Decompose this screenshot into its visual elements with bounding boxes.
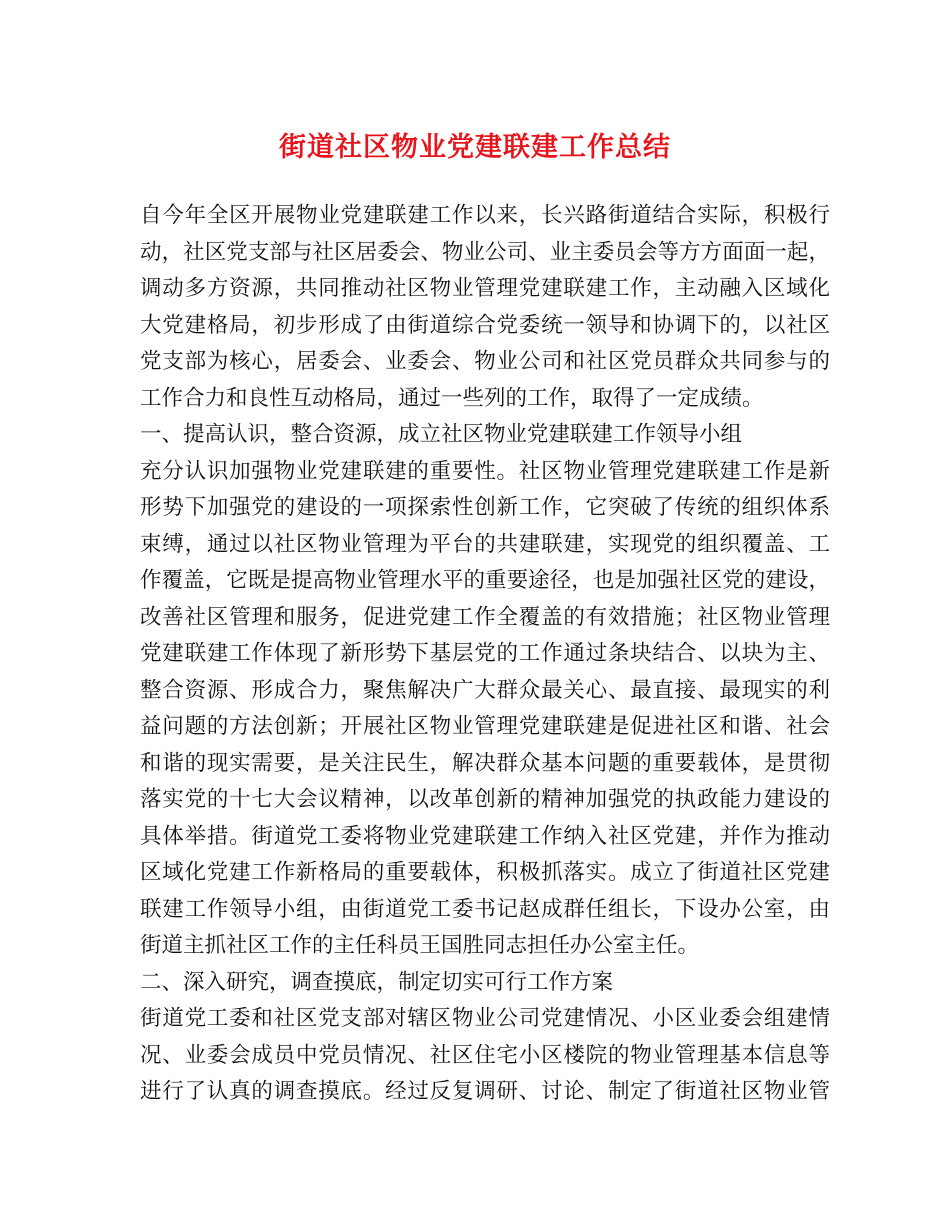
text-line: 街道党工委和社区党支部对辖区物业公司党建情况、小区业委会组建情 [140, 1006, 830, 1031]
text-line: 改善社区管理和服务，促进党建工作全覆盖的有效措施；社区物业管理 [140, 604, 830, 630]
text-line: 调动多方资源，共同推动社区物业管理党建联建工作，主动融入区域化 [140, 276, 830, 301]
text-line: 作覆盖，它既是提高物业管理水平的重要途径，也是加强社区党的建设， [140, 568, 830, 593]
text-line: 党支部为核心，居委会、业委会、物业公司和社区党员群众共同参与的 [140, 349, 830, 374]
text-line: 束缚，通过以社区物业管理为平台的共建联建，实现党的组织覆盖、工 [140, 531, 830, 557]
document-title: 街道社区物业党建联建工作总结 [279, 132, 671, 163]
text-line: 街道主抓社区工作的主任科员王国胜同志担任办公室主任。 [140, 933, 700, 958]
text-line: 联建工作领导小组，由街道党工委书记赵成群任组长，下设办公室，由 [140, 896, 830, 922]
text-line: 具体举措。街道党工委将物业党建联建工作纳入社区党建，并作为推动 [140, 823, 830, 849]
text-line: 充分认识加强物业党建联建的重要性。社区物业管理党建联建工作是新 [140, 458, 830, 484]
text-line: 大党建格局，初步形成了由街道综合党委统一领导和协调下的，以社区 [140, 312, 830, 338]
text-line: 工作合力和良性互动格局，通过一些列的工作，取得了一定成绩。 [140, 385, 764, 411]
document-body [140, 198, 830, 1111]
section-heading: 二、深入研究，调查摸底，制定切实可行工作方案 [140, 969, 614, 995]
text-line: 和谐的现实需要，是关注民生，解决群众基本问题的重要载体，是贯彻 [140, 750, 830, 776]
text-line: 整合资源、形成合力，聚焦解决广大群众最关心、最直接、最现实的利 [140, 677, 830, 703]
section-heading: 一、提高认识，整合资源，成立社区物业党建联建工作领导小组 [140, 422, 743, 447]
text-line: 形势下加强党的建设的一项探索性创新工作，它突破了传统的组织体系 [140, 495, 830, 520]
text-line: 益问题的方法创新；开展社区物业管理党建联建是促进社区和谐、社会 [140, 714, 830, 739]
text-line: 党建联建工作体现了新形势下基层党的工作通过条块结合、以块为主、 [140, 641, 830, 666]
text-line: 进行了认真的调查摸底。经过反复调研、讨论、制定了街道社区物业管 [140, 1079, 830, 1104]
text-line: 落实党的十七大会议精神，以改革创新的精神加强党的执政能力建设的 [140, 787, 830, 812]
text-line: 动，社区党支部与社区居委会、物业公司、业主委员会等方方面面一起， [140, 239, 830, 265]
text-line: 区域化党建工作新格局的重要载体，积极抓落实。成立了街道社区党建 [140, 860, 830, 885]
text-line: 自今年全区开展物业党建联建工作以来，长兴路街道结合实际，积极行 [140, 203, 830, 228]
text-line: 况、业委会成员中党员情况、社区住宅小区楼院的物业管理基本信息等 [140, 1042, 830, 1068]
